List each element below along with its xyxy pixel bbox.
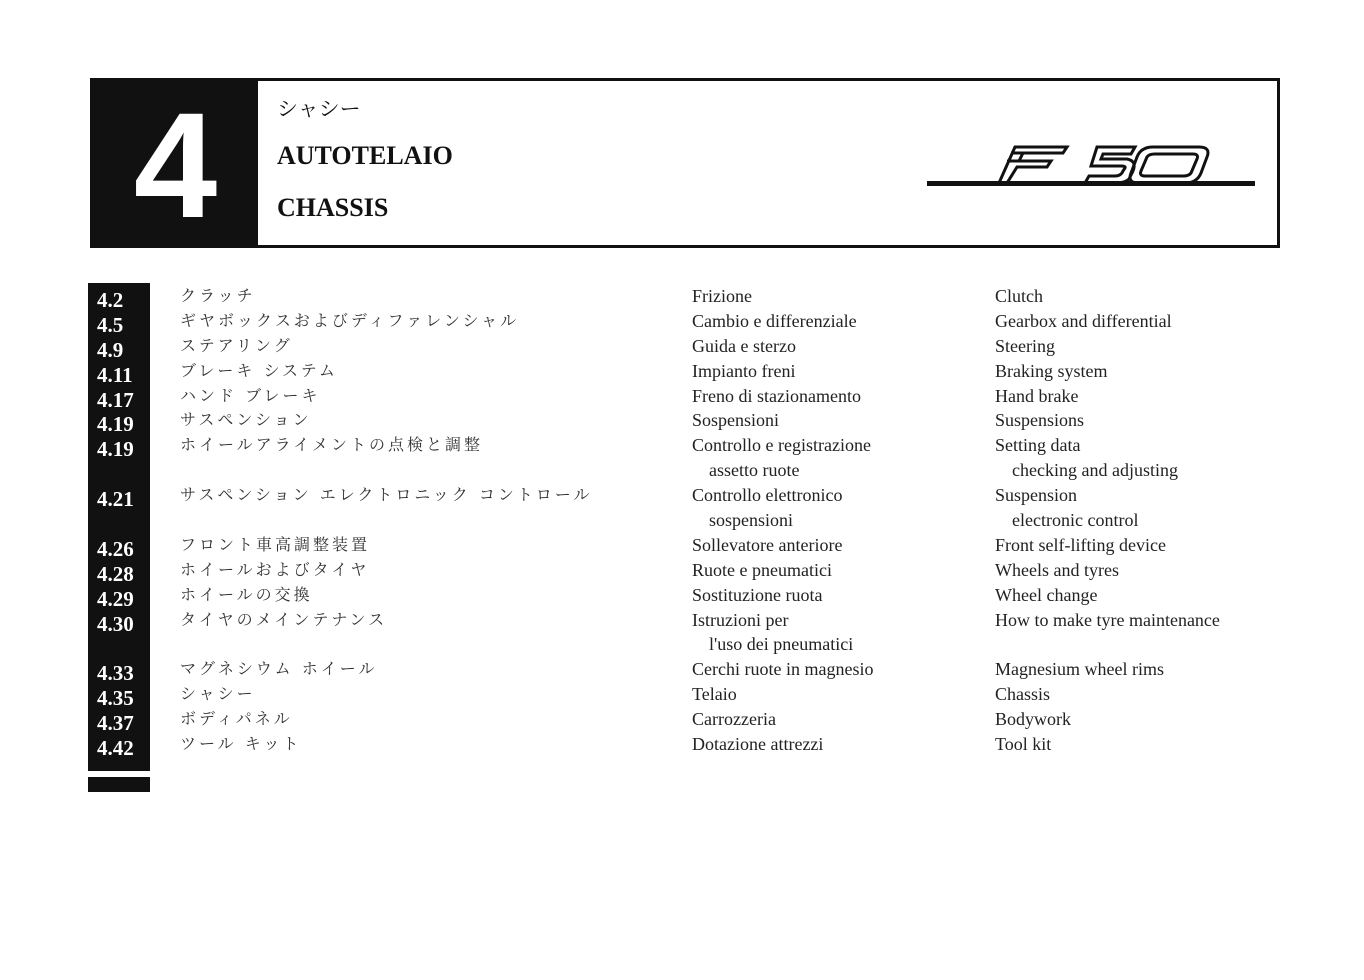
toc-row [0,632,1364,657]
toc-row [0,657,1364,686]
toc-label-jp: サスペンション エレクトロニック コントロール [180,485,593,505]
chapter-titles [277,89,453,223]
toc-row [0,408,1364,437]
toc-label-jp: サスペンション [180,410,312,430]
toc-label-it: Sospensioni [692,410,780,431]
toc-label-jp: ホイールおよびタイヤ [180,559,370,579]
toc-label-en: Braking system [995,360,1108,381]
toc-label-it: Sollevatore anteriore [692,534,843,555]
toc-row [0,359,1364,387]
toc-label-en: Steering [995,335,1055,356]
toc-label-it: Guida e sterzo [692,335,796,356]
section-number: 4.19 [97,412,134,437]
toc-label-en: checking and adjusting [1012,460,1178,481]
toc-label-it: Istruzioni per [692,609,789,630]
toc-row [0,483,1364,512]
section-number: 4.42 [97,736,134,761]
toc-row [0,732,1364,761]
section-number: 4.33 [97,661,134,686]
toc-label-jp: ブレーキ システム [180,360,338,380]
toc-label-jp: ボディパネル [180,709,293,729]
section-number: 4.5 [97,312,124,337]
toc-label-it: Cambio e differenziale [692,310,857,331]
toc-label-en: Bodywork [995,709,1071,730]
toc-label-en: Magnesium wheel rims [995,659,1164,680]
section-number: 4.17 [97,387,134,412]
toc-label-en: Front self-lifting device [995,534,1166,555]
f50-logo-text: F50 [927,139,929,140]
toc-label-it: Controllo elettronico [692,485,843,506]
toc-label-en: Tool kit [995,734,1052,755]
toc-label-en: Suspensions [995,410,1085,431]
table-of-contents [0,284,1364,761]
toc-row [0,458,1364,483]
toc-row [0,508,1364,533]
toc-row [0,608,1364,636]
toc-label-en: electronic control [1012,510,1139,531]
toc-label-it: Ruote e pneumatici [692,559,832,580]
toc-label-jp: ハンド ブレーキ [180,385,321,405]
section-number: 4.29 [97,586,134,611]
toc-label-it: Cerchi ruote in magnesio [692,659,874,680]
toc-label-it: Frizione [692,286,752,306]
toc-label-it: assetto ruote [709,460,800,481]
chapter-title-jp: シャシー [277,97,361,121]
toc-label-en: Suspension [995,485,1078,506]
toc-label-en: Wheels and tyres [995,559,1119,580]
toc-label-it: Controllo e registrazione [692,435,871,456]
chapter-title-en: CHASSIS [277,193,389,222]
toc-label-en: Wheel change [995,584,1098,605]
toc-row [0,284,1364,312]
toc-label-jp: ギヤボックスおよびディファレンシャル [180,310,520,330]
toc-label-en: Setting data [995,435,1081,456]
toc-label-jp: タイヤのメインテナンス [180,609,388,629]
chapter-header [90,78,1280,248]
section-bar-tail [88,777,150,792]
toc-label-it: l'uso dei pneumatici [709,634,854,655]
toc-row [0,384,1364,412]
section-number: 4.26 [97,536,134,561]
toc-label-it: Freno di stazionamento [692,385,861,406]
section-number: 4.21 [97,487,134,512]
section-number: 4.30 [97,611,134,636]
toc-label-en: How to make tyre maintenance [995,609,1220,630]
toc-label-jp: フロント車高調整装置 [180,534,371,554]
toc-label-it: sospensioni [709,510,794,531]
toc-label-jp: ツール キット [180,734,302,754]
toc-label-en: Hand brake [995,385,1079,406]
toc-label-jp: クラッチ [180,286,256,305]
toc-row [0,558,1364,586]
section-number: 4.19 [97,437,134,462]
toc-label-it: Telaio [692,684,737,705]
toc-label-it: Dotazione attrezzi [692,734,824,755]
section-number: 4.9 [97,337,124,362]
toc-label-jp: ステアリング [180,335,293,355]
toc-row [0,433,1364,462]
toc-label-it: Carrozzeria [692,709,776,730]
toc-row [0,533,1364,561]
toc-label-jp: マグネシウム ホイール [180,659,378,679]
toc-label-jp: ホイールの交換 [180,584,313,604]
toc-row [0,309,1364,337]
toc-label-en: Clutch [995,286,1043,306]
toc-label-en: Chassis [995,684,1051,705]
section-number: 4.37 [97,711,134,736]
toc-label-en: Gearbox and differential [995,310,1172,331]
toc-label-jp: シャシー [180,684,256,704]
f50-logo [927,139,1255,191]
toc-row [0,583,1364,611]
toc-row [0,334,1364,362]
toc-label-it: Impianto freni [692,360,796,381]
section-number: 4.28 [97,561,134,586]
chapter-number-block [93,81,258,249]
toc-row [0,707,1364,736]
toc-row [0,682,1364,711]
toc-label-jp: ホイールアライメントの点検と調整 [180,435,484,455]
toc-label-it: Sostituzione ruota [692,584,823,605]
section-number: 4.2 [97,288,124,312]
section-number: 4.35 [97,686,134,711]
chapter-number: 4 [133,81,218,249]
chapter-title-it: AUTOTELAIO [277,141,453,170]
section-number: 4.11 [97,362,133,387]
